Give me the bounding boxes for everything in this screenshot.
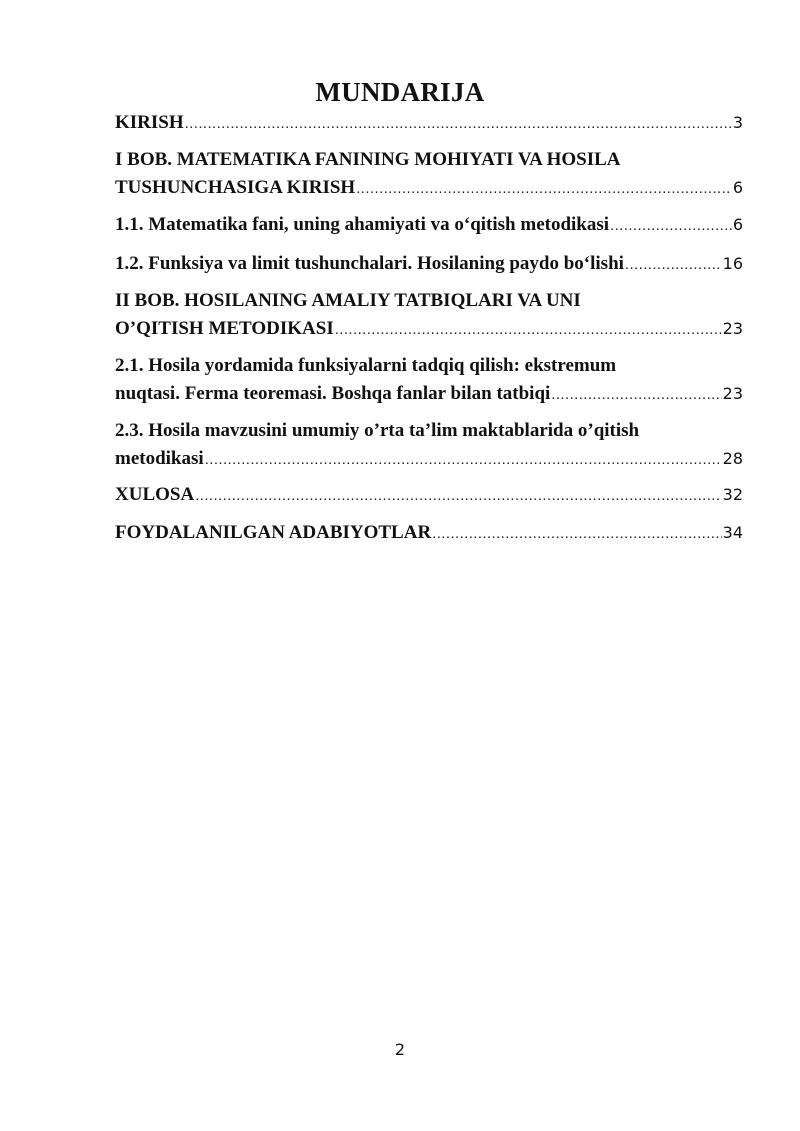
toc-page-number: 16 — [722, 254, 743, 273]
toc-entry-section-2-3[interactable] — [115, 417, 743, 473]
dot-leader — [185, 110, 732, 138]
toc-entry-title-line-1: I BOB. MATEMATIKA FANINING MOHIYATI VA HOSILA — [115, 149, 621, 170]
toc-entry-section-2-1[interactable] — [115, 352, 743, 408]
toc-entry-bob-2[interactable] — [115, 287, 743, 343]
dot-leader — [195, 482, 721, 510]
page-number: 2 — [394, 1040, 406, 1059]
toc-entry-title: XULOSA — [115, 484, 195, 505]
dot-leader — [356, 175, 732, 203]
toc-entry-title-line-2: TUSHUNCHASIGA KIRISH — [115, 177, 356, 198]
toc-entry-title: 1.2. Funksiya va limit tushunchalari. Hosilaning paydo bo‘lishi — [115, 253, 624, 274]
dot-leader — [335, 316, 722, 344]
toc-entry-section-1-1[interactable] — [115, 211, 743, 239]
toc-entry-adabiyotlar[interactable] — [115, 519, 743, 547]
toc-page-number: 23 — [722, 319, 743, 338]
toc-page-number: 3 — [732, 113, 743, 132]
toc-page-number: 32 — [722, 485, 743, 504]
toc-entry-section-1-2[interactable] — [115, 250, 743, 278]
toc-page-number: 34 — [722, 523, 743, 542]
dot-leader — [625, 251, 722, 279]
toc-entry-kirish[interactable] — [115, 109, 743, 137]
toc-entry-title-line-2: O’QITISH METODIKASI — [115, 318, 334, 339]
toc-page-number: 23 — [722, 384, 743, 403]
toc-page-number: 28 — [722, 449, 743, 468]
toc-entry-title-line-1: II BOB. HOSILANING AMALIY TATBIQLARI VA UNI — [115, 290, 581, 311]
toc-entry-title: 1.1. Matematika fani, uning ahamiyati va o‘qitish metodikasi — [115, 214, 610, 235]
dot-leader — [432, 520, 721, 548]
toc-entry-title-line-2: metodikasi — [115, 448, 204, 469]
toc-page-number: 6 — [732, 215, 743, 234]
toc-entry-title: KIRISH — [115, 112, 184, 133]
dot-leader — [551, 381, 721, 409]
dot-leader — [610, 212, 732, 240]
toc-entry-title-line-2: nuqtasi. Ferma teoremasi. Boshqa fanlar bilan tatbiqi — [115, 383, 551, 404]
toc-entry-bob-1[interactable] — [115, 146, 743, 202]
toc-page-number: 6 — [732, 178, 743, 197]
toc-entry-title-line-1: 2.1. Hosila yordamida funksiyalarni tadqiq qilish: ekstremum — [115, 355, 617, 376]
toc-entry-xulosa[interactable] — [115, 481, 743, 509]
dot-leader — [205, 446, 722, 474]
toc-entry-title-line-1: 2.3. Hosila mavzusini umumiy o’rta ta’lim maktablarida o’qitish — [115, 420, 640, 441]
page-title: MUNDARIJA — [315, 77, 485, 107]
toc-entry-title: FOYDALANILGAN ADABIYOTLAR — [115, 522, 432, 543]
